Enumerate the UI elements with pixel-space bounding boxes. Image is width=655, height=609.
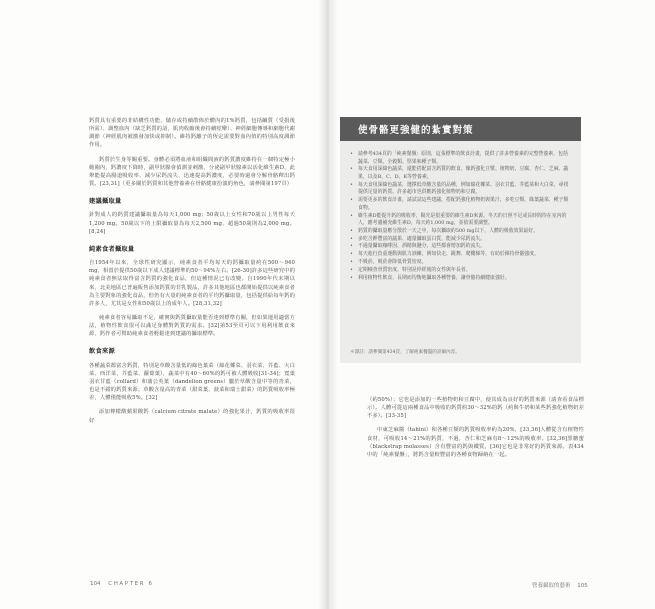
sidebar-box-list xyxy=(350,151,572,282)
page-number: 105 xyxy=(577,583,588,589)
list-item: • 請參考434頁的「純素餐盤」原則，這張標準的飲食計畫，提供了許多營養素的完整營養素，包括蔬菜、豆類、全穀類、堅果和種子類。 xyxy=(350,151,568,165)
sidebar-box-title: 使骨骼更強健的紮實對策 xyxy=(358,125,474,136)
sidebar-box xyxy=(340,117,581,363)
left-footer xyxy=(90,581,154,587)
list-item: • 定期檢查骨質密度，特別是停經後的女性與年長者。 xyxy=(350,266,471,273)
book-gutter xyxy=(318,0,338,609)
list-item: • 多吃含鉀豐富的蔬果、適量攝取蛋白質，能減少尿鈣流失。 xyxy=(350,235,486,242)
list-item: • 每天食用深綠色蔬菜，還能搭配富含鈣質的飲食，像鈣強化豆漿、植物奶、豆腐、杏仁、芝麻、蔬果，以及B、C、D、K等營養素。 xyxy=(350,166,569,180)
chapter-label: CHAPTER 6 xyxy=(108,581,154,587)
left-text-column xyxy=(89,117,295,431)
section-heading-vegan-intake: 純素食者攝取量 xyxy=(89,245,135,253)
list-item: • 不吸菸。吸菸會降低骨質密度。 xyxy=(350,259,427,265)
section-heading-recommended-intake: 建議攝取量 xyxy=(89,198,122,206)
sidebar-box-note: ＊譯註：請參閱第434頁，了解純素餐盤的詳細內容。 xyxy=(350,350,460,355)
paragraph: 各種蔬菜都富含鈣質，特別是草酸含量低的綠色葉菜（綠花椰菜、羽衣菜、芥藍、大白菜、西洋菜、芥藍菜、蘿蔔葉），蔬菜中有40～60%的鈣可被人體吸收[31-34]；寬葉羽衣甘藍（collard）和蒲公英葉（dandelion greens）屬於草酸含量中等的青菜，也是不錯的鈣質來源；草酸含量高的青菜（甜菜葉、菠菜和瑞士甜菜）的鈣質吸收率極差，人體僅能吸收5%。[32] xyxy=(89,362,295,402)
list-item: • 維生素D能提升鈣的吸收率，陽光是很重要的維生素D來源。冬天的日照不足或長時間待在室內的人，應考慮補充維生素D，每天約1,000 mg，並依需要調整。 xyxy=(350,212,567,227)
paragraph: 中東芝麻醬（tahini）和各種豆類的鈣質吸收率約為20%，[33,36]人體從含有植物性食材，可吸收14～21%的鈣質，不過，杏仁和芝麻有8～12%的吸收率。[32,36]黑糖蜜（blackstrap molasses）含有豐富的鈣與鐵質，[36]它也是非常好的鈣質來源。表434中的「純素餐盤」，將鈣含量較豐富的各種食物歸納在一起。 xyxy=(367,427,584,458)
paragraph: 鈣質具有重要的非結構性功能，儲存或持續散佈於體內的1%鈣質，包括鹼質（受損後所需）、調整血內（缺乏鈣質的話，肌肉收縮後會持續痙攣）、神經細胞傳導和細胞代謝調節（神經肌肉被激發加快或抑制）。維持鈣離子的恆定需要對血內值的特別高度調節作用。 xyxy=(89,118,295,149)
running-head: 營養攝取的藝術 xyxy=(532,583,571,589)
list-item: • 鈣質的攝取量應分散於一天之中，每次攝取約500 mg以下，人體的吸收效果最好。 xyxy=(350,227,539,234)
right-text-column xyxy=(367,396,584,465)
paragraph: 添加檸檬酸蘋果酸鈣（calcium citrate malate）的強化果汁，鈣質的吸收率很好 xyxy=(89,409,295,424)
list-item: • 利用植物性飲食，長期而均衡地攝取各種營養，讓骨骼持續健康強壯。 xyxy=(350,274,510,281)
paragraph: （約50%）；它也是添加的一些植物奶和豆腐中，使其成為良好的鈣質來源（請查看食品標示）。人體可從這兩種食品中吸收的鈣質約30～32%的鈣（約與牛奶和某些鈣強化植物奶差不多）。[33-35] xyxy=(367,397,584,420)
page-number: 104 xyxy=(90,581,101,587)
list-item: • 不過量攝取咖啡因、酒精與鹽分，這些都會增加鈣的流失。 xyxy=(350,243,486,250)
right-footer xyxy=(532,581,588,589)
paragraph: 自1954年以來，全球性研究顯示，純素食者平均每天的鈣攝取量約在500～940 mg，相當於提供50歲以下成人建議標準的50～94%左右。[26-30]許多這些研究中的純素食者無法取得富含鈣質的強化食品，但這種情況已有改變。自1990年代末期以來，北美地區已普遍販售添加鈣質的非乳製品，許多其他地區也都開始提供以純素食者為主要對象的強化食品，但仍有大量的純素食者的平均鈣攝取量，包括提供給每年鈣的許多人，尤其是女性和50歲以上的成年人。[28,31,32] xyxy=(89,260,295,307)
paragraph: 針對成人的鈣質建議攝取量為每天1,000 mg；50歲以上女性和70歲以上男性每天1,200 mg。50歲以下的上限攝取量為每天2,500 mg，超過50歲則為2,000 mg。[8,24] xyxy=(89,212,295,235)
list-item: • 需要更多的飲食計畫，請試試這些建議，搭配鈣強化植物奶與果汁，多吃豆類、綠葉蔬菜、種子類食物。 xyxy=(350,197,569,211)
paragraph: 純素食者容易攝取不足，確實與鈣質攝取量能否達到標準有關，但如果運用適當方法，植物性飲食很可以滿足身體對鈣質的需求。[32]第53至頁可以下用利用飲食來源，鈣作者可幫助純素食者輕鬆達到建議的攝取標準。 xyxy=(89,314,295,338)
list-item: • 每天進行負重運動與肌力訓練，例如快走、跳舞、爬樓梯等，有助於維持骨骼強度。 xyxy=(350,251,539,258)
section-heading-dietary-sources: 飲食來源 xyxy=(89,348,115,356)
list-item: • 每天食用深綠色蔬菜，選擇低草酸含量的品種，例如綠花椰菜、羽衣甘藍、芥藍菜和大白菜，尋找提供足量的鈣質。許多超市也供應鈣強化植物奶和豆腐。 xyxy=(350,181,569,196)
sidebar-box-header xyxy=(340,117,581,141)
paragraph: 鈣質於生身等關重要。身體必須將血液和組織間液的鈣質濃度維持在一個特定極小範圍內，鈣濃度下降時，副甲狀腺會偵測並刺激，分泌副甲狀腺素以活化維生素D，此舉能提高腸道吸收率、減少尿鈣流失、迅速提高鈣濃度，必要時還會分解骨骼釋出鈣質。[23,31]（更多關於鈣質和其他營養素在骨骼健康扮演的角色，請參閱第197頁） xyxy=(89,156,295,188)
